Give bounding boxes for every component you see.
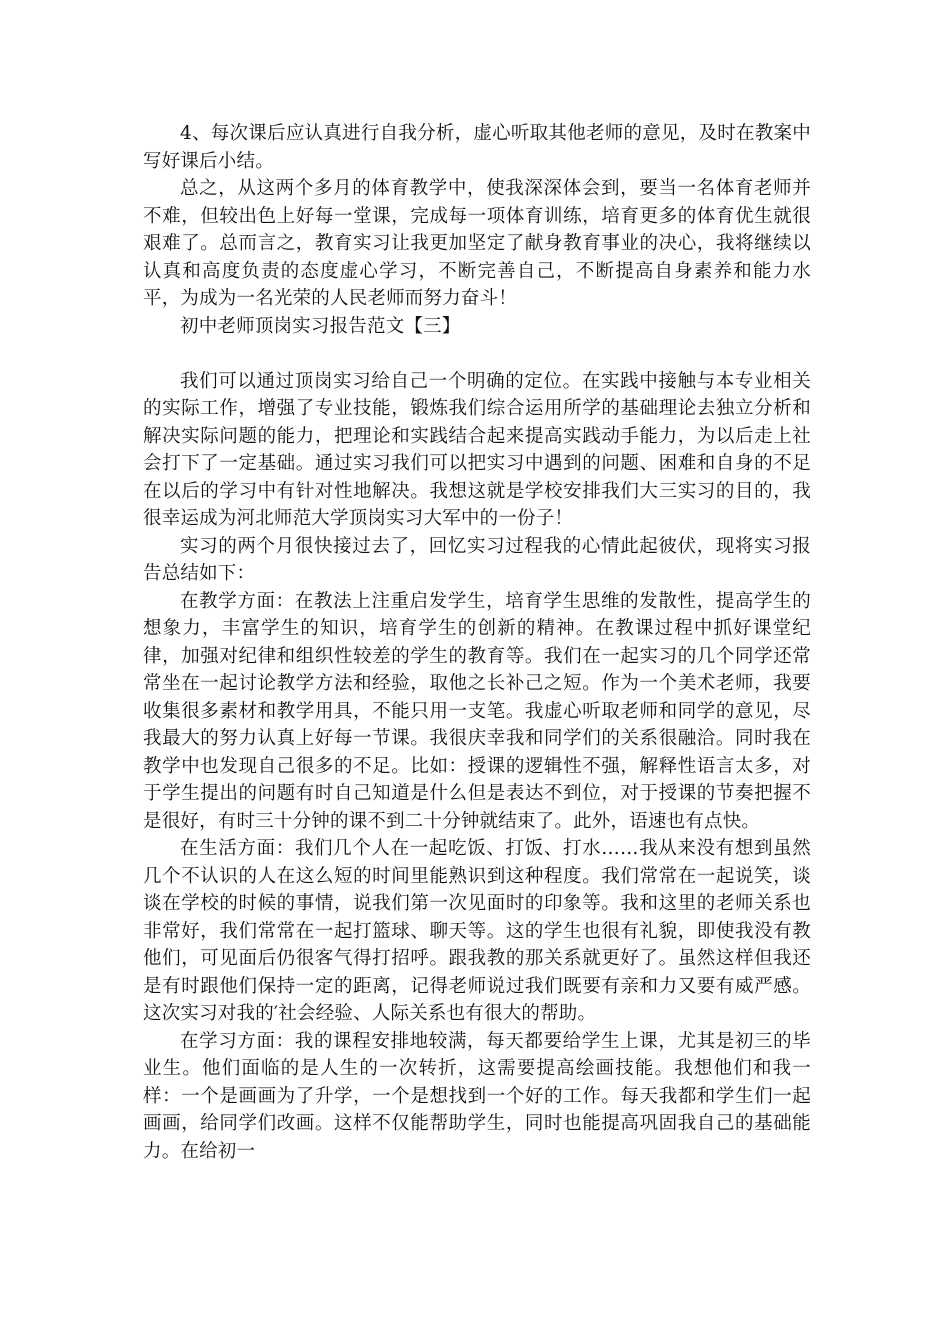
paragraph-2: 总之，从这两个多月的体育教学中，使我深深体会到，要当一名体育老师并不难，但较出色上好每一堂课，完成每一项体育训练，培育更多的体育优生就很艰难了。总而言之，教育实习让我更加坚定了献身教育事业的决心，我将继续以认真和高度负责的态度虚心学习，不断完善自己，不断提高自身素养和能力水平，为成为一名光荣的人民老师而努力奋斗！ bbox=[143, 178, 811, 309]
document-page bbox=[143, 120, 811, 1165]
blank-line bbox=[143, 340, 811, 368]
paragraph-5: 在教学方面：在教法上注重启发学生，培育学生思维的发散性，提高学生的想象力，丰富学生的知识，培育学生的创新的精神。在教课过程中抓好课堂纪律，加强对纪律和组织性较差的学生的教育等。我们在一起实习的几个同学还常常坐在一起讨论教学方法和经验，取他之长补己之短。作为一个美术老师，我要收集很多素材和教学用具，不能只用一支笔。我虚心听取老师和同学的意见，尽我最大的努力认真上好每一节课。我很庆幸我和同学们的关系很融洽。同时我在教学中也发现自己很多的不足。比如：授课的逻辑性不强，解释性语言太多，对于学生提出的问题有时自己知道是什么但是表达不到位，对于授课的节奏把握不是很好，有时三十分钟的课不到二十分钟就结束了。此外，语速也有点快。 bbox=[143, 590, 811, 832]
paragraph-6: 在生活方面：我们几个人在一起吃饭、打饭、打水……我从来没有想到虽然几个不认识的人在这么短的时间里能熟识到这种程度。我们常常在一起说笑，谈谈在学校的时候的事情，说我们第一次见面时的印象等。我和这里的老师关系也非常好，我们常常在一起打篮球、聊天等。这的学生也很有礼貌，即使我没有教他们，可见面后仍很客气得打招呼。跟我教的那关系就更好了。虽然这样但我还是有时跟他们保持一定的距离，记得老师说过我们既要有亲和力又要有威严感。这次实习对我的′社会经验、人际关系也有很大的帮助。 bbox=[143, 838, 811, 1024]
paragraph-3: 我们可以通过顶岗实习给自己一个明确的定位。在实践中接触与本专业相关的实际工作，增强了专业技能，锻炼我们综合运用所学的基础理论去独立分析和解决实际问题的能力，把理论和实践结合起来提高实践动手能力，为以后走上社会打下了一定基础。通过实习我们可以把实习中遇到的问题、困难和自身的不足在以后的学习中有针对性地解决。我想这就是学校安排我们大三实习的目的，我很幸运成为河北师范大学顶岗实习大军中的一份子！ bbox=[143, 370, 811, 529]
paragraph-1: 4、每次课后应认真进行自我分析，虚心听取其他老师的意见，及时在教案中写好课后小结。 bbox=[143, 123, 811, 172]
paragraph-4: 实习的两个月很快接过去了，回忆实习过程我的心情此起彼伏，现将实习报告总结如下： bbox=[143, 535, 811, 584]
paragraph-7: 在学习方面：我的课程安排地较满，每天都要给学生上课，尤其是初三的毕业生。他们面临的是人生的一次转折，这需要提高绘画技能。我想他们和我一样：一个是画画为了升学，一个是想找到一个好的工作。每天我都和学生们一起画画，给同学们改画。这样不仅能帮助学生，同时也能提高巩固我自己的基础能力。在给初一 bbox=[143, 1030, 811, 1162]
section-heading: 初中老师顶岗实习报告范文【三】 bbox=[180, 315, 461, 337]
